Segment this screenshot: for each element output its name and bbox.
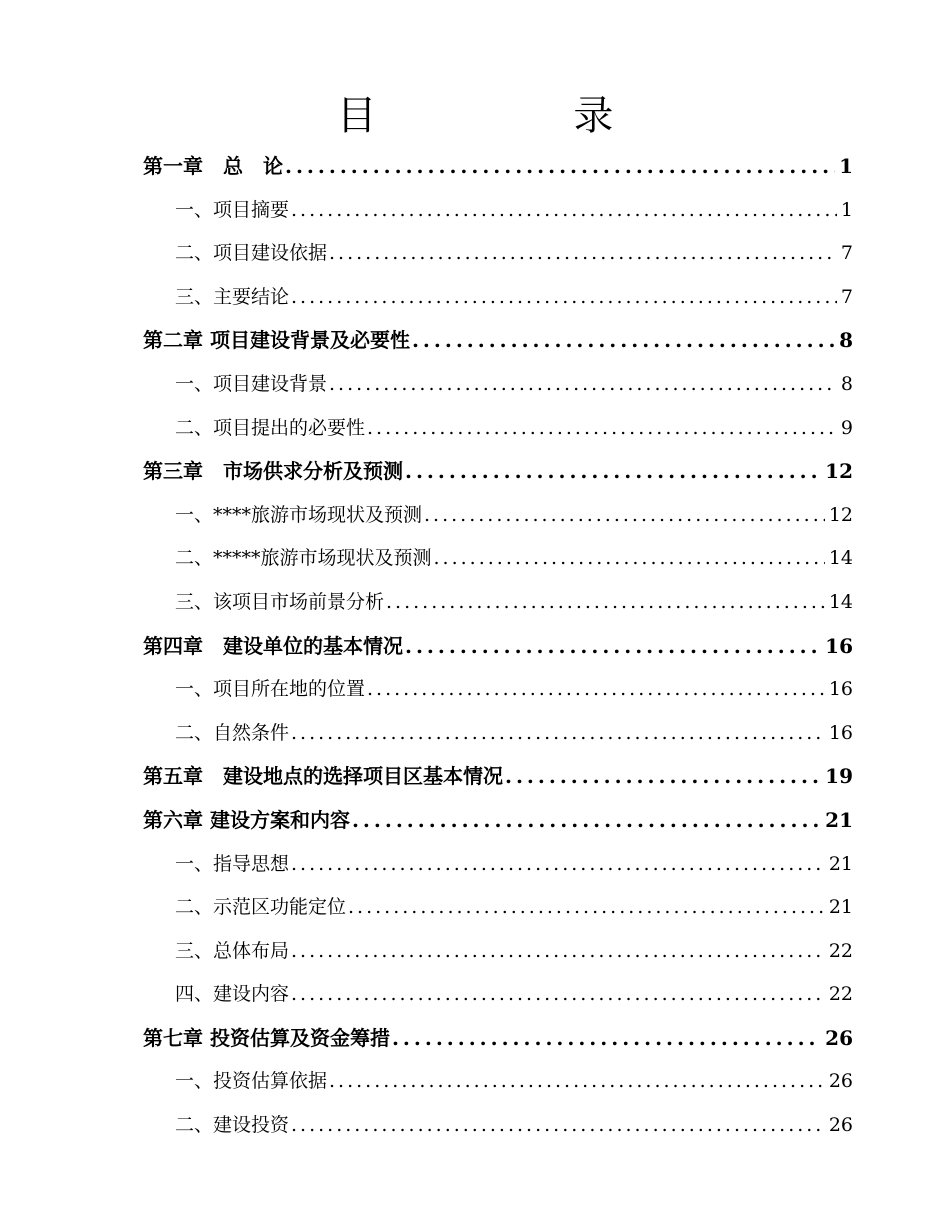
toc-entry-title: 一、项目摘要 [175, 198, 290, 221]
toc-entry-title: 二、自然条件 [175, 721, 290, 744]
toc-section-entry[interactable] [143, 886, 853, 930]
toc-entry-title: 二、示范区功能定位 [175, 896, 347, 919]
toc-leader-dots [329, 363, 837, 407]
toc-leader-dots [348, 886, 825, 930]
toc-chapter-entry[interactable] [143, 145, 853, 189]
toc-chapter-entry[interactable] [143, 450, 853, 494]
toc-entry-title: 二、建设投资 [175, 1114, 290, 1137]
toc-page-number: 12 [828, 503, 853, 526]
toc-leader-dots [505, 755, 821, 799]
toc-entry-title: 一、指导思想 [175, 852, 290, 875]
toc-page-number: 21 [825, 807, 853, 832]
toc-section-entry[interactable] [143, 1060, 853, 1104]
toc-section-entry[interactable] [143, 581, 853, 625]
toc-page-number: 1 [839, 154, 853, 178]
toc-section-entry[interactable] [143, 712, 853, 756]
toc-page-number: 26 [828, 1114, 853, 1137]
toc-leader-dots [291, 930, 825, 974]
toc-page-number: 14 [828, 547, 853, 570]
toc-leader-dots [291, 973, 825, 1017]
toc-section-entry[interactable] [143, 232, 853, 276]
toc-section-entry[interactable] [143, 407, 853, 451]
toc-entry-title: 一、项目建设背景 [175, 372, 328, 395]
toc-section-entry[interactable] [143, 189, 853, 233]
toc-entry-title: 一、投资估算依据 [175, 1070, 328, 1093]
toc-section-entry[interactable] [143, 494, 853, 538]
toc-page-number: 1 [840, 198, 853, 221]
toc-page-number: 21 [828, 896, 853, 919]
toc-chapter-entry[interactable] [143, 319, 853, 363]
toc-leader-dots [367, 668, 825, 712]
toc-leader-dots [291, 276, 837, 320]
toc-entry-title: 一、项目所在地的位置 [175, 678, 366, 701]
toc-leader-dots [412, 319, 835, 363]
toc-entry-title: 第六章 建设方案和内容 [143, 807, 350, 832]
table-of-contents [143, 145, 853, 1148]
toc-leader-dots [291, 712, 825, 756]
toc-section-entry[interactable] [143, 843, 853, 887]
toc-page-number: 9 [840, 416, 853, 439]
toc-leader-dots [291, 1104, 825, 1148]
toc-section-entry[interactable] [143, 930, 853, 974]
toc-section-entry[interactable] [143, 276, 853, 320]
toc-chapter-entry[interactable] [143, 625, 853, 669]
toc-leader-dots [386, 581, 825, 625]
toc-leader-dots [424, 494, 825, 538]
toc-entry-title: 四、建设内容 [175, 983, 290, 1006]
toc-page-number: 19 [825, 764, 853, 789]
page-title: 目 录 [336, 93, 706, 139]
toc-page-number: 16 [828, 721, 853, 744]
toc-entry-title: 一、****旅游市场现状及预测 [175, 503, 423, 526]
toc-leader-dots [329, 1060, 825, 1104]
toc-entry-title: 三、总体布局 [175, 939, 290, 962]
toc-entry-title: 二、*****旅游市场现状及预测 [175, 547, 432, 570]
toc-page-number: 7 [840, 242, 853, 265]
toc-leader-dots [352, 799, 821, 843]
toc-page-number: 21 [828, 852, 853, 875]
toc-entry-title: 第四章 建设单位的基本情况 [143, 633, 403, 658]
toc-page-number: 12 [825, 459, 853, 484]
toc-entry-title: 三、该项目市场前景分析 [175, 590, 385, 613]
toc-entry-title: 二、项目建设依据 [175, 242, 328, 265]
toc-page-number: 26 [828, 1070, 853, 1093]
toc-leader-dots [392, 1017, 821, 1061]
toc-chapter-entry[interactable] [143, 1017, 853, 1061]
toc-entry-title: 三、主要结论 [175, 285, 290, 308]
toc-page-number: 8 [840, 372, 853, 395]
toc-leader-dots [285, 145, 835, 189]
toc-entry-title: 第五章 建设地点的选择项目区基本情况 [143, 764, 503, 789]
toc-page-number: 22 [828, 939, 853, 962]
toc-chapter-entry[interactable] [143, 799, 853, 843]
toc-leader-dots [434, 537, 825, 581]
toc-entry-title: 第一章 总 论 [143, 154, 283, 178]
toc-page-number: 16 [825, 633, 853, 658]
toc-chapter-entry[interactable] [143, 755, 853, 799]
toc-page-number: 22 [828, 983, 853, 1006]
toc-entry-title: 二、项目提出的必要性 [175, 416, 366, 439]
toc-entry-title: 第七章 投资估算及资金筹措 [143, 1025, 390, 1050]
toc-leader-dots [405, 450, 821, 494]
toc-section-entry[interactable] [143, 537, 853, 581]
toc-leader-dots [291, 189, 837, 233]
toc-page-number: 8 [839, 328, 853, 353]
toc-entry-title: 第二章 项目建设背景及必要性 [143, 328, 410, 353]
toc-leader-dots [367, 407, 837, 451]
toc-entry-title: 第三章 市场供求分析及预测 [143, 459, 403, 484]
toc-page-number: 26 [825, 1025, 853, 1050]
toc-leader-dots [405, 625, 821, 669]
toc-page-number: 14 [828, 590, 853, 613]
toc-leader-dots [291, 843, 825, 887]
toc-section-entry[interactable] [143, 363, 853, 407]
toc-section-entry[interactable] [143, 668, 853, 712]
toc-page-number: 7 [840, 285, 853, 308]
toc-page-number: 16 [828, 678, 853, 701]
toc-leader-dots [329, 232, 837, 276]
toc-section-entry[interactable] [143, 973, 853, 1017]
toc-section-entry[interactable] [143, 1104, 853, 1148]
